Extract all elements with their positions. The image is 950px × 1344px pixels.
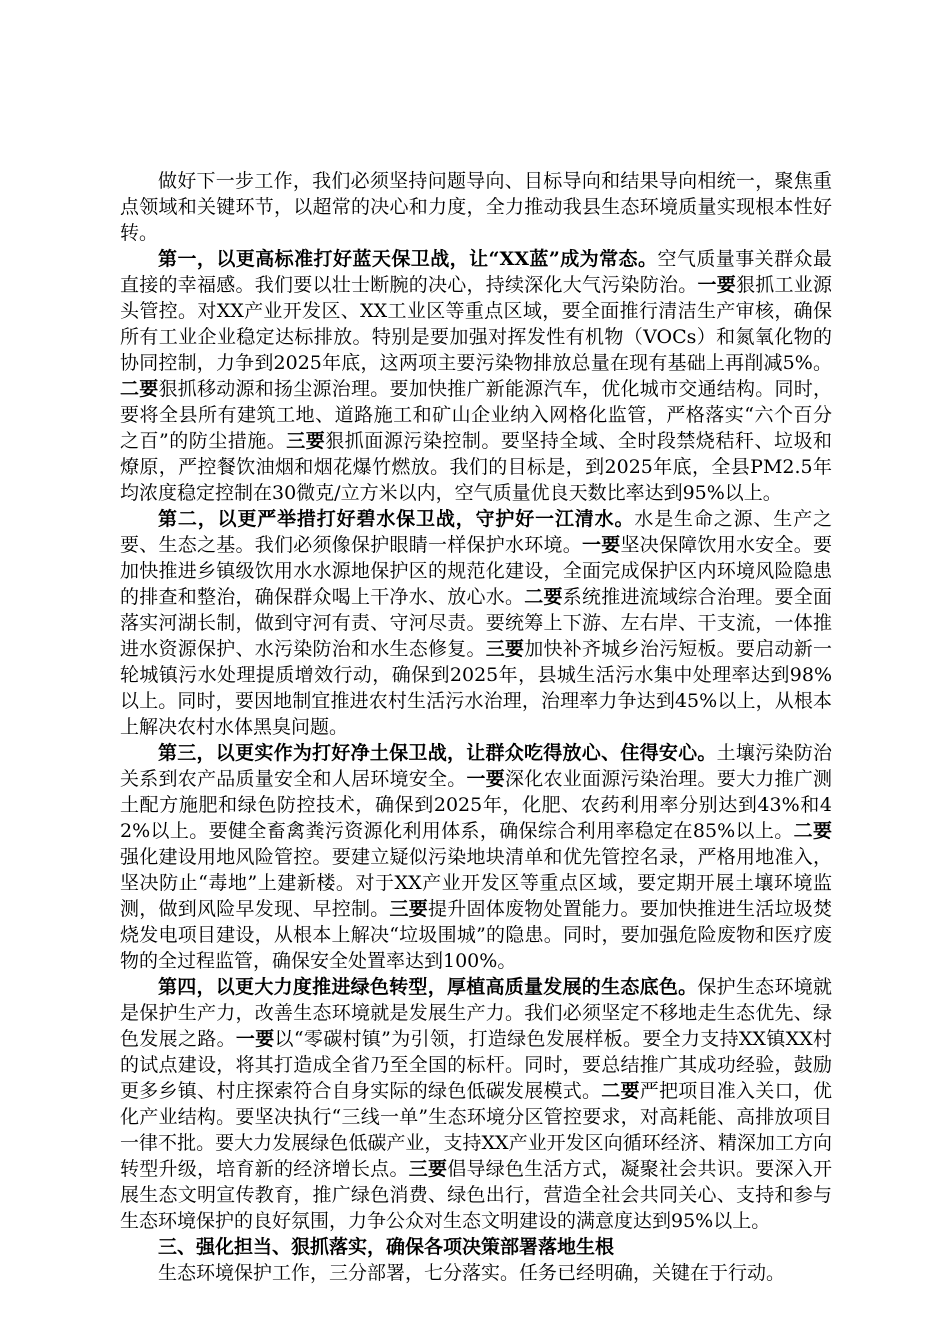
paragraph-lead: 第一，以更高标准打好蓝天保卫战，让“XX蓝”成为常态。 [158, 248, 658, 270]
paragraph-text: 土壤污染防治关系到农产品质量安全和人居环境安全。 [120, 742, 832, 790]
closing-paragraph: 生态环境保护工作，三分部署，七分落实。任务已经明确，关键在于行动。 [158, 1262, 786, 1284]
paragraph-text: 水是生命之源、生产之要、生态之基。我们必须像保护眼睛一样保护水环境。 [120, 508, 832, 556]
paragraph-text: 强化建设用地风险管控。要建立疑似污染地块清单和优先管控名录，严格用地准入，坚决防止“毒地”上建新楼。对于XX产业开发区等重点区域，要定期开展土壤环境监测，做到风险早发现、早控制。 [120, 846, 832, 920]
intro-paragraph: 做好下一步工作，我们必须坚持问题导向、目标导向和结果导向相统一，聚焦重点领域和关键环节，以超常的决心和力度，全力推动我县生态环境质量实现根本性好转。 [120, 170, 832, 244]
paragraph-text: 狠抓移动源和扬尘源治理。要加快推广新能源汽车，优化城市交通结构。同时，要将全县所有建筑工地、道路施工和矿山企业纳入网格化监管，严格落实“六个百分之百”的防尘措施。 [120, 378, 832, 452]
paragraph-lead: 第三，以更实作为打好净土保卫战，让群众吃得放心、住得安心。 [158, 742, 717, 764]
paragraph-text: 倡导绿色生活方式，凝聚社会共识。要深入开展生态文明宣传教育，推广绿色消费、绿色出行，营造全社会共同关心、支持和参与生态环境保护的良好氛围，力争公众对生态文明建设的满意度达到95%以上。 [120, 1158, 832, 1232]
keyword: 一要 [235, 1028, 275, 1050]
paragraph-first-blue-sky [120, 246, 832, 506]
paragraph-text: 保护生态环境就是保护生产力，改善生态环境就是发展生产力。我们必须坚定不移地走生态优先、绿色发展之路。 [120, 976, 832, 1050]
keyword: 二要 [524, 586, 563, 608]
keyword: 二要 [120, 378, 159, 400]
keyword: 二要 [793, 820, 832, 842]
keyword: 三要 [389, 898, 428, 920]
paragraph-third-clean-soil [120, 740, 832, 974]
paragraph-text: 加快补齐城乡治污短板。要启动新一轮城镇污水处理提质增效行动，确保到2025年，县城生活污水集中处理率达到98%以上。同时，要因地制宜推进农村生活污水治理，治理率力争达到45%以上，从根本上解决农村水体黑臭问题。 [120, 638, 832, 738]
paragraph-text: 坚决保障饮用水安全。要加快推进乡镇级饮用水水源地保护区的规范化建设，全面完成保护区内环境风险隐患的排查和整治，确保群众喝上干净水、放心水。 [120, 534, 832, 608]
paragraph-text: 深化农业面源污染治理。要大力推广测土配方施肥和绿色防控技术，确保到2025年，化肥、农药利用率分别达到43%和42%以上。要健全畜禽粪污资源化利用体系，确保综合利用率稳定在85%以上。 [120, 768, 832, 842]
paragraph-lead: 第二，以更严举措打好碧水保卫战，守护好一江清水。 [158, 508, 635, 530]
paragraph-fourth-green-transition [120, 974, 832, 1234]
keyword: 三要 [408, 1158, 448, 1180]
keyword: 三要 [485, 638, 525, 660]
paragraph-text: 狠抓工业源头管控。对XX产业开发区、XX工业区等重点区域，要全面推行清洁生产审核，确保所有工业企业稳定达标排放。特别是要加强对挥发性有机物（VOCs）和氮氧化物的协同控制，力争到2025年底，这两项主要污染物排放总量在现有基础上再削减5%。 [120, 274, 832, 374]
paragraph-text: 系统推进流域综合治理。要全面落实河湖长制，做到守河有责、守河尽责。要统筹上下游、左右岸、干支流，一体推进水资源保护、水污染防治和水生态修复。 [120, 586, 832, 660]
paragraph-text: 以“零碳村镇”为引领，打造绿色发展样板。要全力支持XX镇XX村的试点建设，将其打造成全省乃至全国的标杆。同时，要总结推广其成功经验，鼓励更多乡镇、村庄探索符合自身实际的绿色低碳发展模式。 [120, 1028, 832, 1102]
keyword: 三要 [286, 430, 326, 452]
section-heading: 三、强化担当、狠抓落实，确保各项决策部署落地生根 [158, 1236, 615, 1258]
paragraph-second-clear-water [120, 506, 832, 740]
keyword: 一要 [466, 768, 505, 790]
paragraph-text: 空气质量事关群众最直接的幸福感。我们要以壮士断腕的决心，持续深化大气污染防治。 [120, 248, 832, 296]
document-page [120, 168, 832, 1286]
paragraph-lead: 第四，以更大力度推进绿色转型，厚植高质量发展的生态底色。 [158, 976, 698, 998]
paragraph-text: 狠抓面源污染控制。要坚持全域、全时段禁烧秸秆、垃圾和燎原，严控餐饮油烟和烟花爆竹燃放。我们的目标是，到2025年底，全县PM2.5年均浓度稳定控制在30微克/立方米以内，空气质量优良天数比率达到95%以上。 [120, 430, 832, 504]
keyword: 一要 [581, 534, 621, 556]
paragraph-text: 提升固体废物处置能力。要加快推进生活垃圾焚烧发电项目建设，从根本上解决“垃圾围城”的隐患。同时，要加强危险废物和医疗废物的全过程监管，确保安全处置率达到100%。 [120, 898, 832, 972]
keyword: 一要 [697, 274, 736, 296]
keyword: 二要 [601, 1080, 640, 1102]
paragraph-text: 严把项目准入关口，优化产业结构。要坚决执行“三线一单”生态环境分区管控要求，对高耗能、高排放项目一律不批。要大力发展绿色低碳产业，支持XX产业开发区向循环经济、精深加工方向转型升级，培育新的经济增长点。 [120, 1080, 832, 1180]
